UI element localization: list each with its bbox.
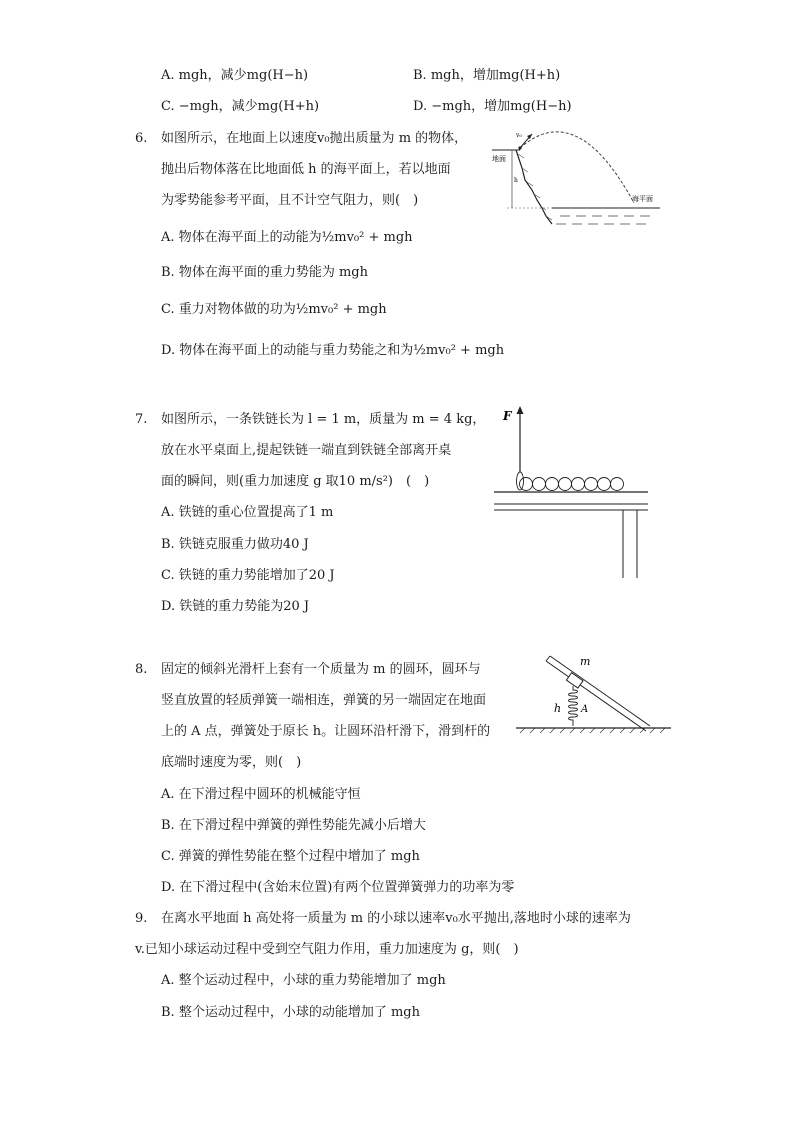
question-stem-line: 在离水平地面 h 高处将一质量为 m 的小球以速率v₀水平抛出,落地时小球的速率为 <box>161 911 631 926</box>
rod-spring-figure <box>516 652 676 742</box>
velocity-label: v₀ <box>516 132 522 139</box>
question-stem-line: v.已知小球运动过程中受到空气阻力作用，重力加速度为 g，则( ) <box>135 942 519 957</box>
question-stem-line: 抛出后物体落在比地面低 h 的海平面上，若以地面 <box>161 162 451 177</box>
option-b: B. 物体在海平面的重力势能为 mgh <box>161 265 368 280</box>
question-stem-line: 如图所示，在地面上以速度v₀抛出质量为 m 的物体， <box>161 131 468 146</box>
option-b: B. mgh，增加mg(H+h) <box>413 68 561 83</box>
option-a: A. 在下滑过程中圆环的机械能守恒 <box>161 787 361 802</box>
question-number: 8. <box>135 662 148 677</box>
question-stem-line: 上的 A 点，弹簧处于原长 h。让圆环沿杆滑下，滑到杆的 <box>161 724 491 739</box>
option-d: D. 在下滑过程中(含始末位置)有两个位置弹簧弹力的功率为零 <box>161 880 515 895</box>
option-b: B. 铁链克服重力做功40 J <box>161 537 309 552</box>
projectile-sea-figure <box>492 128 662 238</box>
option-c: C. 弹簧的弹性势能在整个过程中增加了 mgh <box>161 849 420 864</box>
option-d: D. 物体在海平面上的动能与重力势能之和为½mv₀² + mgh <box>161 343 505 358</box>
question-stem-line: 为零势能参考平面，且不计空气阻力，则( ) <box>161 193 419 208</box>
trajectory-curve <box>520 132 634 203</box>
point-a-label: A <box>581 704 589 715</box>
spring <box>569 686 578 726</box>
question-number: 9. <box>135 911 148 926</box>
height-label: h <box>554 702 562 715</box>
option-b: B. 在下滑过程中弹簧的弹性势能先减小后增大 <box>161 818 426 833</box>
mass-label: m <box>580 655 591 668</box>
option-c: C. −mgh，减少mg(H+h) <box>161 99 320 114</box>
option-a: A. 整个运动过程中，小球的重力势能增加了 mgh <box>161 973 446 988</box>
inclined-rod <box>550 656 650 726</box>
question-stem-line: 固定的倾斜光滑杆上套有一个质量为 m 的圆环，圆环与 <box>161 662 481 677</box>
sea-label: 海平面 <box>632 195 653 203</box>
option-c: C. 重力对物体做的功为½mv₀² + mgh <box>161 302 387 317</box>
option-d: D. 铁链的重力势能为20 J <box>161 599 310 614</box>
option-c: C. 铁链的重力势能增加了20 J <box>161 568 335 583</box>
question-stem-line: 面的瞬间，则(重力加速度 g 取10 m/s²) ( ) <box>161 474 430 489</box>
option-a: A. 铁链的重心位置提高了1 m <box>161 505 334 520</box>
question-stem-line: 竖直放置的轻质弹簧一端相连，弹簧的另一端固定在地面 <box>161 693 487 708</box>
question-number: 7. <box>135 412 148 427</box>
option-a: A. 物体在海平面上的动能为½mv₀² + mgh <box>161 230 413 245</box>
ring <box>566 673 583 688</box>
question-stem-line: 如图所示，一条铁链长为 l = 1 m，质量为 m = 4 kg， <box>161 412 486 427</box>
option-a: A. mgh，减少mg(H−h) <box>161 68 309 83</box>
option-b: B. 整个运动过程中，小球的动能增加了 mgh <box>161 1005 420 1020</box>
question-stem-line: 放在水平桌面上,提起铁链一端直到铁链全部离开桌 <box>161 443 452 458</box>
chain-table-figure <box>492 402 652 582</box>
question-number: 6. <box>135 131 148 146</box>
cliff-face <box>516 150 552 224</box>
height-label: h <box>514 177 518 184</box>
force-label: F <box>503 409 512 423</box>
option-d: D. −mgh，增加mg(H−h) <box>413 99 572 114</box>
question-stem-line: 底端时速度为零，则( ) <box>161 755 302 770</box>
ground-label: 地面 <box>492 155 506 163</box>
